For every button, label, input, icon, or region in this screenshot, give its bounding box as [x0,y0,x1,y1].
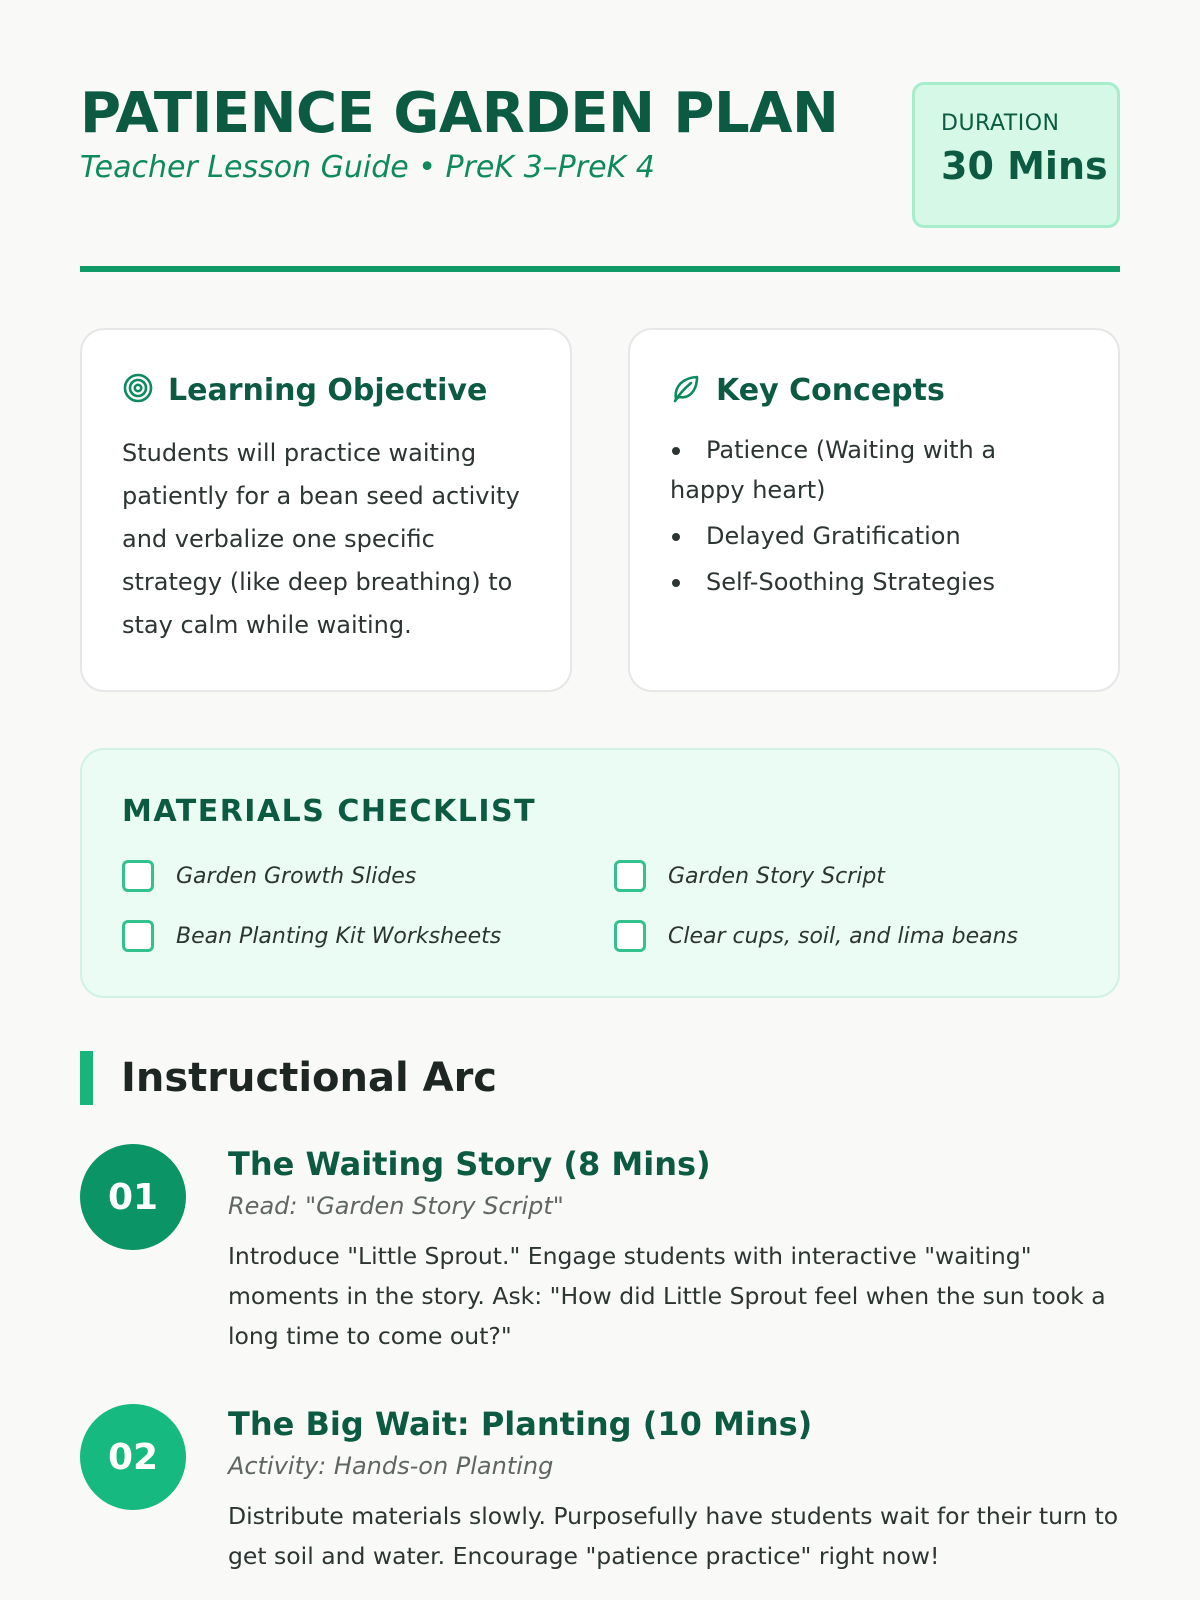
bullet-icon [672,533,680,541]
step-description: Distribute materials slowly. Purposefully have students wait for their turn to get soil and water. Encourage "patience practice" right now! [228,1502,1119,1570]
objective-title: Learning Objective [168,372,488,408]
leaf-icon [670,372,702,408]
instructional-arc-heading [80,1051,497,1105]
checkbox[interactable] [122,920,154,952]
step-title: The Waiting Story (8 Mins) [228,1145,711,1183]
material-item [614,860,1082,892]
bullet-icon [672,579,680,587]
list-item [670,430,1078,510]
concepts-list [670,430,1078,602]
concept-text: Self-Soothing Strategies [706,568,995,596]
checkbox[interactable] [614,920,646,952]
duration-badge [912,82,1120,228]
page-subtitle: Teacher Lesson Guide • PreK 3–PreK 4 [80,150,655,185]
material-item [122,920,614,952]
step-title: The Big Wait: Planting (10 Mins) [228,1405,813,1443]
material-label: Garden Story Script [668,863,885,889]
step-subtitle: Activity: Hands-on Planting [228,1452,554,1480]
lesson-plan-page [80,0,1120,1600]
checkbox[interactable] [122,860,154,892]
list-item [670,562,1078,602]
material-label: Clear cups, soil, and lima beans [668,923,1019,949]
list-item [670,516,1078,556]
header-divider [80,266,1120,272]
heading-accent-bar [80,1051,93,1105]
bullet-icon [672,447,680,455]
page-title: PATIENCE GARDEN PLAN [80,81,839,146]
step-number-badge: 02 [80,1404,186,1510]
material-label: Bean Planting Kit Worksheets [176,923,502,949]
concept-text: Delayed Gratification [706,522,961,550]
materials-title: MATERIALS CHECKLIST [122,794,537,829]
material-item [122,860,614,892]
material-label: Garden Growth Slides [176,863,417,889]
concepts-title: Key Concepts [716,372,945,408]
key-concepts-card [628,328,1120,692]
step-description: Introduce "Little Sprout." Engage students with interactive "waiting" moments in the story. Ask: "How did Little Sprout feel when the sun took a long time to come out?" [228,1242,1106,1350]
learning-objective-card [80,328,572,692]
header [80,82,1120,232]
checkbox[interactable] [614,860,646,892]
step-number-badge: 01 [80,1144,186,1250]
arc-title: Instructional Arc [121,1055,498,1101]
concept-text: Patience (Waiting with a happy heart) [670,436,997,504]
step-subtitle: Read: "Garden Story Script" [228,1192,564,1220]
duration-value: 30 Mins [941,144,1108,188]
materials-checklist [80,748,1120,998]
objective-text: Students will practice waiting patiently for a bean seed activity and verbalize one specific strategy (like deep breathing) to stay calm while waiting. [122,439,520,639]
target-icon [122,372,154,408]
duration-label: DURATION [941,111,1060,136]
material-item [614,920,1082,952]
